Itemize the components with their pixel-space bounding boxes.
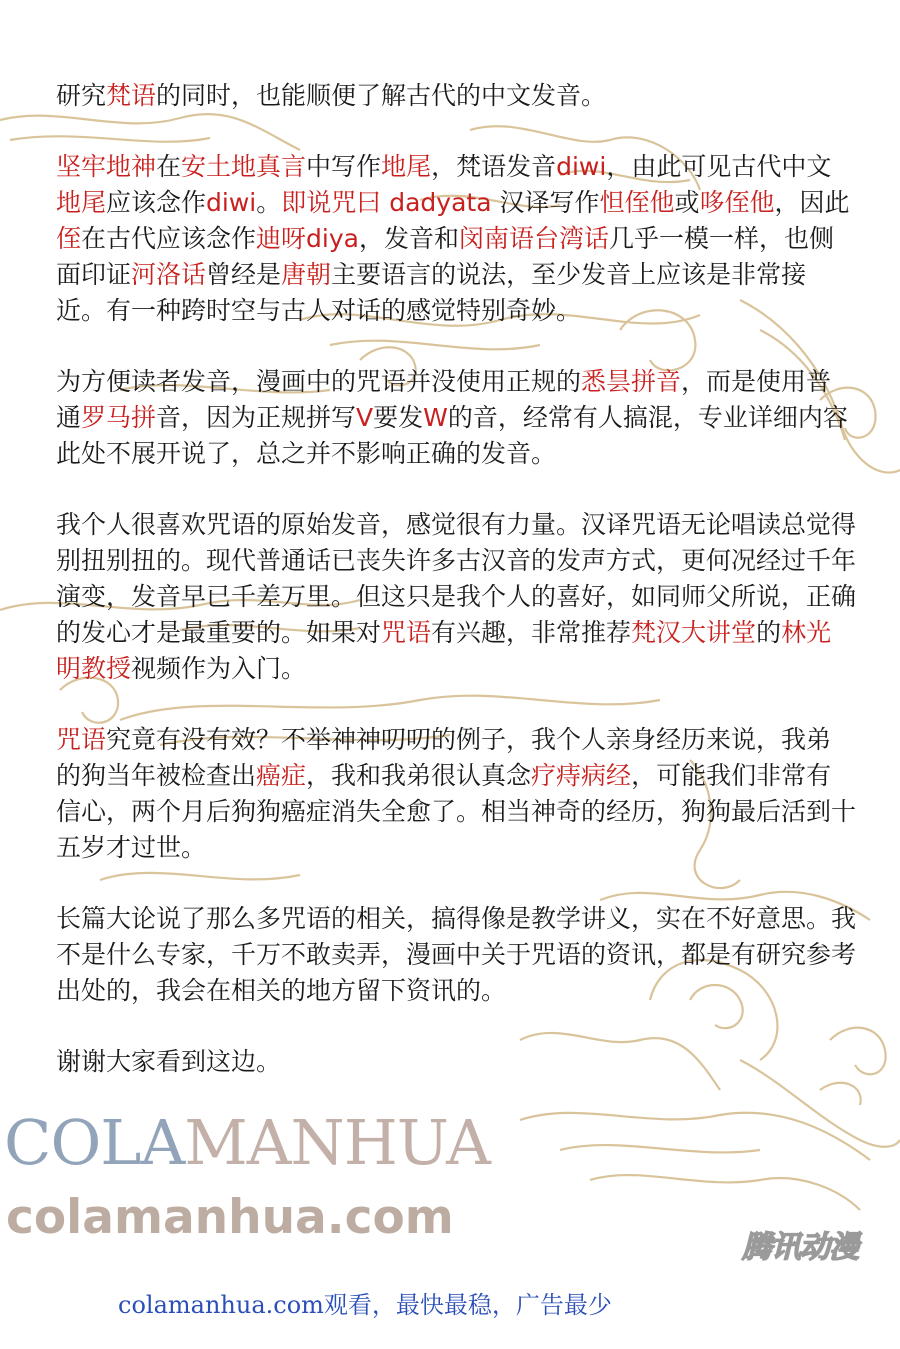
text-run: 在 bbox=[156, 152, 182, 181]
paragraph bbox=[56, 507, 856, 687]
text-run: ，而是使用普通 bbox=[56, 367, 832, 432]
highlighted-term: 坚牢地神 bbox=[56, 152, 157, 181]
highlighted-term: 咒语 bbox=[381, 618, 432, 647]
highlighted-term: 侄 bbox=[56, 224, 82, 253]
highlighted-term: 林光明教授 bbox=[56, 618, 832, 683]
highlighted-term: 哆侄他 bbox=[699, 188, 775, 217]
text-run: 的同时，也能顺便了解古代的中文发音。 bbox=[156, 81, 607, 110]
text-run: 谢谢大家看到这边。 bbox=[56, 1047, 282, 1076]
text-run: 的音，经常有人搞混，专业详细内容此处不展开说了，总之并不影响正确的发音。 bbox=[56, 403, 848, 468]
text-run: 中写作 bbox=[306, 152, 382, 181]
highlighted-term: 癌症 bbox=[256, 761, 307, 790]
text-run: 为方便读者发音，漫画中的咒语并没使用正规的 bbox=[56, 367, 582, 396]
tencent-comic-logo: 腾讯动漫 bbox=[742, 1230, 858, 1265]
text-run: ，因此 bbox=[774, 188, 850, 217]
text-run: 。 bbox=[256, 188, 282, 217]
text-run: ，由此可见古代中文 bbox=[606, 152, 832, 181]
text-run: 几乎一模一样，也侧面印证 bbox=[56, 224, 835, 289]
highlighted-term: 疗痔病经 bbox=[531, 761, 632, 790]
watermark-part-b: MANHUA bbox=[184, 1106, 490, 1179]
highlighted-term: 唐朝 bbox=[281, 260, 332, 289]
highlighted-term: 梵语 bbox=[106, 81, 157, 110]
paragraph bbox=[56, 78, 856, 114]
article-body bbox=[56, 78, 856, 1115]
text-run: 曾经是 bbox=[206, 260, 282, 289]
highlighted-term: 梵汉大讲堂 bbox=[631, 618, 757, 647]
text-run: 研究 bbox=[56, 81, 107, 110]
highlighted-term: 咒语 bbox=[56, 725, 107, 754]
watermark-wordmark bbox=[4, 1108, 490, 1178]
text-run: 汉译写作 bbox=[491, 188, 600, 217]
text-run: 视频作为入门。 bbox=[131, 654, 307, 683]
text-run: 要发 bbox=[373, 403, 424, 432]
text-run: ，梵语发音 bbox=[431, 152, 557, 181]
highlighted-term: 悉昙拼音 bbox=[581, 367, 682, 396]
highlighted-term: 即说咒曰 dadyata bbox=[281, 188, 492, 217]
text-run: 的 bbox=[756, 618, 782, 647]
highlighted-term: 闵南语台湾话 bbox=[458, 224, 609, 253]
text-run: 究竟有没有效？不举神神叨叨的例子，我个人亲身经历来说，我弟的狗当年被检查出 bbox=[56, 725, 832, 790]
watermark-part-a: COLA bbox=[4, 1106, 185, 1179]
text-run: 音，因为正规拼写 bbox=[156, 403, 357, 432]
highlighted-term: 河洛话 bbox=[131, 260, 207, 289]
highlighted-term: 地尾 bbox=[56, 188, 107, 217]
text-run: ，发音和 bbox=[358, 224, 459, 253]
text-run: 我个人很喜欢咒语的原始发音，感觉很有力量。汉译咒语无论唱读总觉得别扭别扭的。现代普通话已丧失许多古汉音的发声方式，更何况经过千年演变，发音早已千差万里。但这只是我个人的喜好，如同师父所说，正确的发心才是最重要的。如果对 bbox=[56, 510, 857, 647]
highlighted-term: 地尾 bbox=[381, 152, 432, 181]
highlighted-term: 安土地真言 bbox=[181, 152, 307, 181]
text-run: ，我和我弟很认真念 bbox=[306, 761, 532, 790]
text-run: 在古代应该念作 bbox=[81, 224, 257, 253]
highlighted-term: 迪呀diya bbox=[256, 224, 359, 253]
text-run: 长篇大论说了那么多咒语的相关，搞得像是教学讲义，实在不好意思。我不是什么专家，千万不敢卖弄，漫画中关于咒语的资讯，都是有研究参考出处的，我会在相关的地方留下资讯的。 bbox=[56, 904, 857, 1005]
highlighted-term: V bbox=[356, 403, 374, 432]
paragraph bbox=[56, 1044, 856, 1080]
highlighted-term: 罗马拼 bbox=[81, 403, 157, 432]
text-run: ，可能我们非常有信心，两个月后狗狗癌症消失全愈了。相当神奇的经历，狗狗最后活到十五岁才过世。 bbox=[56, 761, 857, 862]
highlighted-term: diwi bbox=[206, 188, 257, 217]
text-run: 或 bbox=[674, 188, 700, 217]
paragraph bbox=[56, 149, 856, 329]
paragraph bbox=[56, 364, 856, 472]
text-run: 有兴趣，非常推荐 bbox=[431, 618, 632, 647]
highlighted-term: diwi bbox=[556, 152, 607, 181]
text-run: 应该念作 bbox=[106, 188, 207, 217]
paragraph bbox=[56, 901, 856, 1009]
highlighted-term: W bbox=[423, 403, 448, 432]
watermark-url: colamanhua.com bbox=[6, 1190, 454, 1245]
text-run: 主要语言的说法，至少发音上应该是非常接近。有一种跨时空与古人对话的感觉特别奇妙。 bbox=[56, 260, 807, 325]
paragraph bbox=[56, 722, 856, 866]
footer-notice: colamanhua.com观看，最快最稳，广告最少 bbox=[118, 1291, 612, 1319]
highlighted-term: 怛侄他 bbox=[599, 188, 675, 217]
